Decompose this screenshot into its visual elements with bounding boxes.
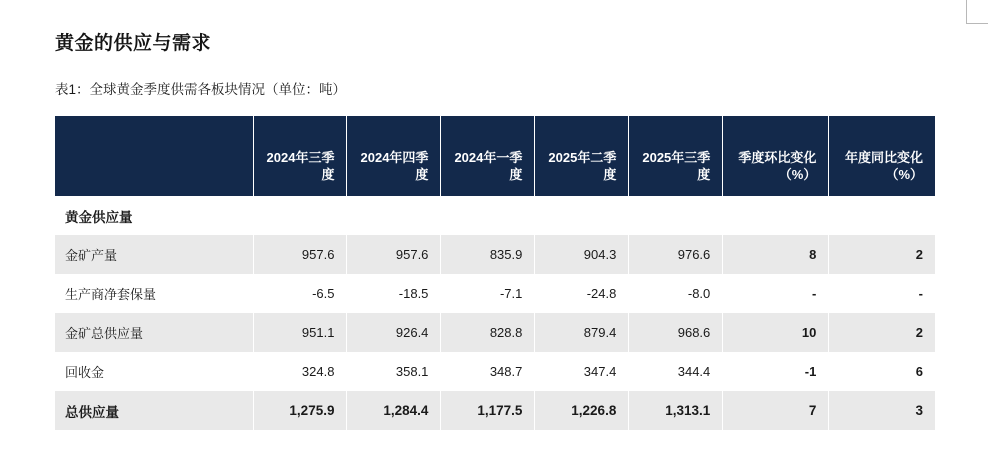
row-cell-yoy bbox=[829, 196, 935, 235]
table-row bbox=[55, 313, 935, 352]
table-header bbox=[55, 116, 935, 196]
page-corner-mark bbox=[966, 0, 988, 24]
row-cell: 324.8 bbox=[253, 352, 347, 391]
row-cell: 968.6 bbox=[629, 313, 723, 352]
row-cell: 957.6 bbox=[253, 235, 347, 274]
row-cell bbox=[629, 196, 723, 235]
column-header-yoy-change: 年度同比变化（%） bbox=[829, 116, 935, 196]
page-title: 黄金的供应与需求 bbox=[55, 33, 212, 54]
row-label: 金矿总供应量 bbox=[55, 313, 253, 352]
row-cell: 879.4 bbox=[535, 313, 629, 352]
row-cell: 1,284.4 bbox=[347, 391, 441, 430]
table-header-row bbox=[55, 116, 935, 196]
row-cell-yoy: 2 bbox=[829, 313, 935, 352]
row-cell: 951.1 bbox=[253, 313, 347, 352]
row-label: 总供应量 bbox=[55, 391, 253, 430]
row-cell: 1,313.1 bbox=[629, 391, 723, 430]
row-cell: 1,275.9 bbox=[253, 391, 347, 430]
column-header-2025q3: 2025年三季度 bbox=[629, 116, 723, 196]
table-body bbox=[55, 196, 935, 430]
column-header-qoq-change: 季度环比变化（%） bbox=[723, 116, 829, 196]
row-label: 回收金 bbox=[55, 352, 253, 391]
table-row bbox=[55, 352, 935, 391]
table-row bbox=[55, 274, 935, 313]
row-cell: 957.6 bbox=[347, 235, 441, 274]
row-cell: 344.4 bbox=[629, 352, 723, 391]
row-cell-yoy: - bbox=[829, 274, 935, 313]
column-header-2024q3: 2024年三季度 bbox=[253, 116, 347, 196]
column-header-blank bbox=[55, 116, 253, 196]
row-cell: 348.7 bbox=[441, 352, 535, 391]
table-row bbox=[55, 391, 935, 430]
row-cell-yoy: 2 bbox=[829, 235, 935, 274]
row-cell: 1,226.8 bbox=[535, 391, 629, 430]
row-cell: 926.4 bbox=[347, 313, 441, 352]
row-cell: 828.8 bbox=[441, 313, 535, 352]
row-cell bbox=[535, 196, 629, 235]
column-header-2024q4: 2024年四季度 bbox=[347, 116, 441, 196]
row-cell-qoq: 10 bbox=[723, 313, 829, 352]
row-label: 金矿产量 bbox=[55, 235, 253, 274]
row-cell: -18.5 bbox=[347, 274, 441, 313]
row-cell: 976.6 bbox=[629, 235, 723, 274]
row-label: 生产商净套保量 bbox=[55, 274, 253, 313]
row-cell: 904.3 bbox=[535, 235, 629, 274]
row-cell: -6.5 bbox=[253, 274, 347, 313]
row-cell bbox=[441, 196, 535, 235]
table-caption: 表1：全球黄金季度供需各板块情况（单位：吨） bbox=[55, 82, 347, 97]
table-row bbox=[55, 235, 935, 274]
row-cell-qoq bbox=[723, 196, 829, 235]
row-cell-qoq: 7 bbox=[723, 391, 829, 430]
row-cell: 347.4 bbox=[535, 352, 629, 391]
column-header-2024q1: 2024年一季度 bbox=[441, 116, 535, 196]
row-cell: 835.9 bbox=[441, 235, 535, 274]
row-cell-yoy: 6 bbox=[829, 352, 935, 391]
row-cell: 1,177.5 bbox=[441, 391, 535, 430]
row-cell: -8.0 bbox=[629, 274, 723, 313]
row-cell bbox=[253, 196, 347, 235]
row-cell-qoq: - bbox=[723, 274, 829, 313]
row-label: 黄金供应量 bbox=[55, 196, 253, 235]
row-cell-qoq: -1 bbox=[723, 352, 829, 391]
row-cell: -7.1 bbox=[441, 274, 535, 313]
table-row bbox=[55, 196, 935, 235]
row-cell-qoq: 8 bbox=[723, 235, 829, 274]
row-cell-yoy: 3 bbox=[829, 391, 935, 430]
row-cell: -24.8 bbox=[535, 274, 629, 313]
row-cell bbox=[347, 196, 441, 235]
row-cell: 358.1 bbox=[347, 352, 441, 391]
gold-supply-demand-table bbox=[55, 116, 935, 430]
column-header-2025q2: 2025年二季度 bbox=[535, 116, 629, 196]
